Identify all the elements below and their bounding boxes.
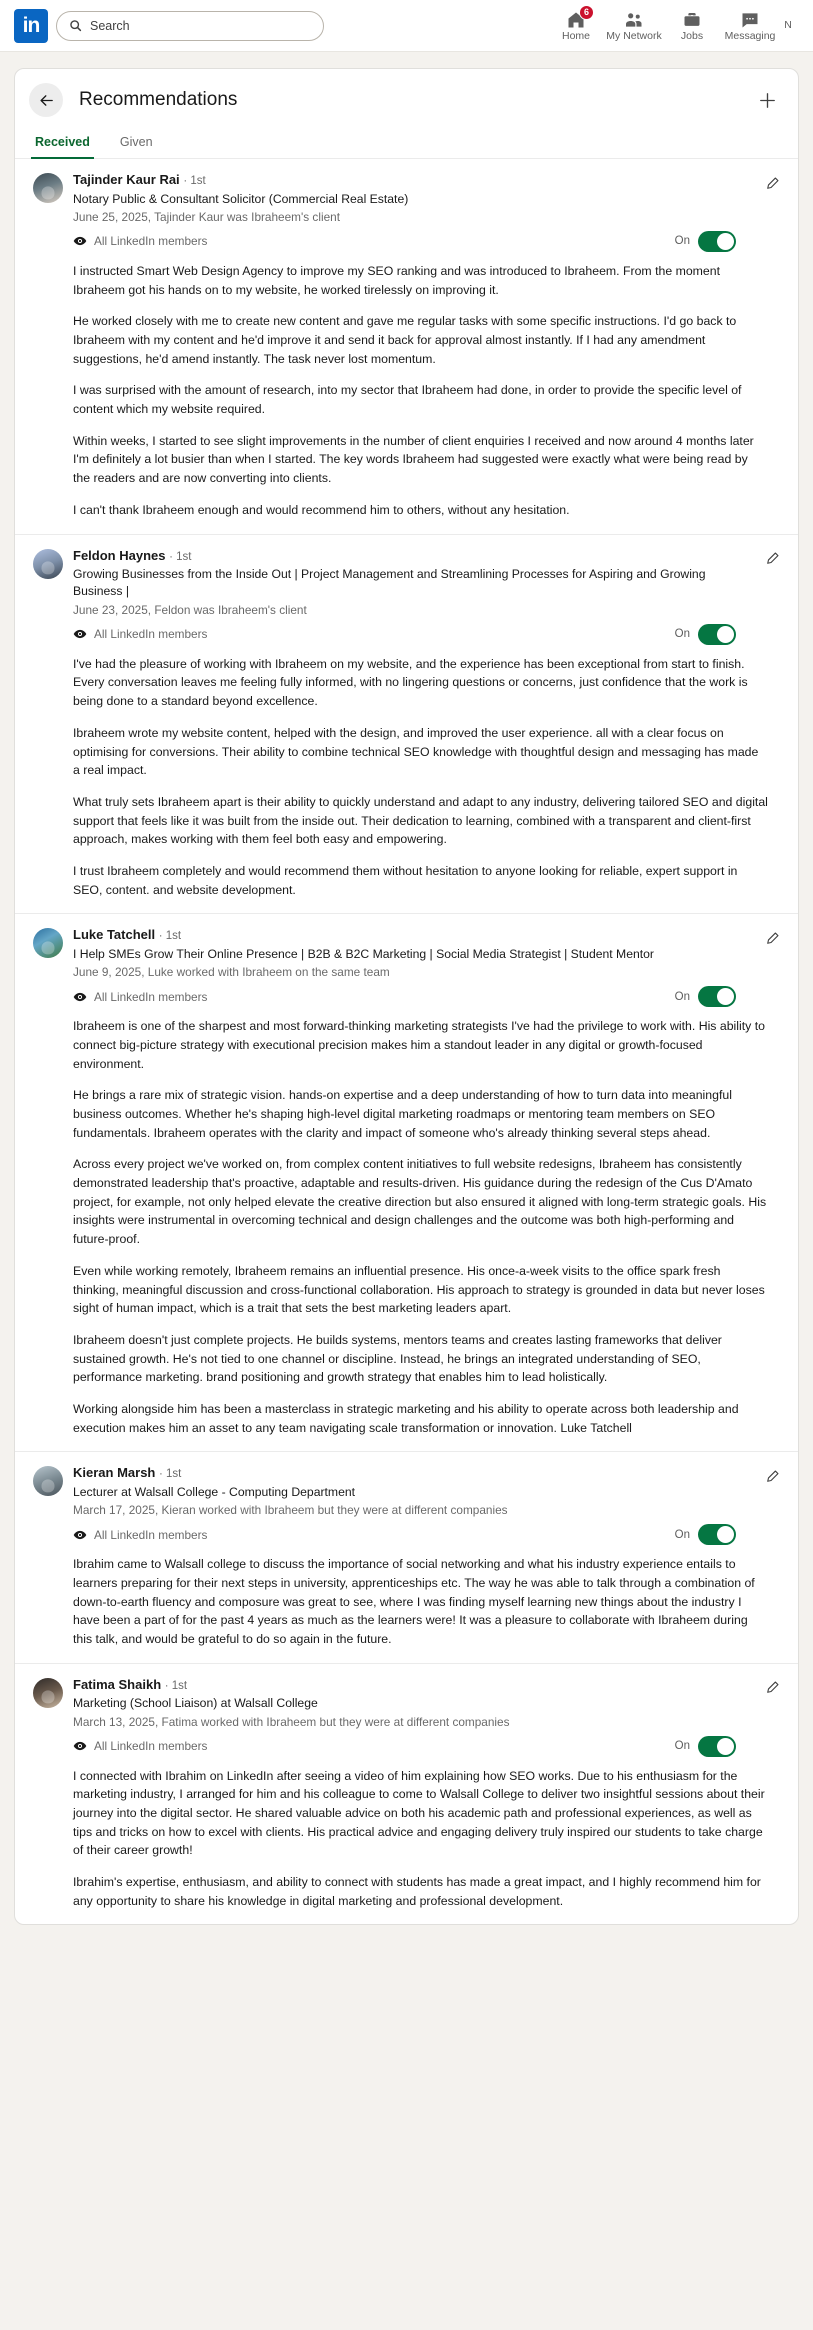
pencil-icon — [765, 1469, 780, 1484]
avatar-tajinder-kaur-rai[interactable] — [33, 173, 63, 203]
recommendation-paragraph-3: What truly sets Ibraheem apart is their ability to quickly understand and adapt to any industry, delivering tailored SEO and digital support that feels like it was built from the inside out. Their dedication to learning, combined with a transparent and client-first approach, makes working with them feel both easy and empowering. — [73, 794, 768, 847]
search-input[interactable] — [56, 11, 324, 41]
eye-icon — [73, 627, 87, 641]
recommendation-date-relationship: March 13, 2025, Fatima worked with Ibraheem but they were at different companies — [73, 1714, 510, 1729]
recommendation-paragraph-6: Working alongside him has been a masterclass in strategic marketing and his ability to operate across both leadership and execution makes him an asset to any team navigating scale transformation or innovation. Luke Tatchell — [73, 1401, 739, 1435]
recommender-details — [73, 547, 780, 645]
recommendation-paragraph-1: Ibraheem is one of the sharpest and most forward-thinking marketing strategists I've had the privilege to work with. His ability to connect big-picture strategy with executional precision makes him a standout leader in any digital or growth-focused environment. — [73, 1019, 765, 1071]
toggle-state-label: On — [674, 235, 690, 248]
recommendation-paragraph-4: Even while working remotely, Ibraheem remains an influential presence. His once-a-week visits to the office spark fresh thinking, meaningful discussion and cross-functional collaboration. His approach to strategy is grounded in data but never loses sight of human impact, which is a trait that sets the best marketing leaders apart. — [73, 1263, 765, 1316]
nav-item-my-network[interactable] — [605, 0, 663, 52]
visibility-row — [73, 986, 736, 1007]
recommendation-text — [33, 262, 780, 520]
edit-recommendation-button[interactable] — [760, 1464, 784, 1488]
recommender-details — [73, 926, 780, 1007]
connection-degree: · 1st — [158, 930, 182, 943]
recommender-details — [73, 1676, 780, 1757]
page-container — [0, 52, 813, 1925]
pencil-icon — [765, 551, 780, 566]
add-recommendation-button[interactable] — [752, 85, 782, 115]
back-button[interactable] — [29, 83, 63, 117]
nav-label-home: Home — [561, 29, 590, 42]
recommendations-list — [15, 159, 798, 1924]
toggle-state-label: On — [674, 1528, 690, 1541]
pencil-icon — [765, 176, 780, 191]
avatar-luke-tatchell[interactable] — [33, 928, 63, 958]
recommendation-date-relationship: June 23, 2025, Feldon was Ibraheem's client — [73, 602, 307, 617]
recommendation-paragraph-1: I connected with Ibrahim on LinkedIn after seeing a video of him explaining how SEO works. Due to his enthusiasm for the marketing industry, I arranged for him and his colleague to come to Walsall College to deliver two insightful sessions about their journey into the digital sector. He shared valuable advice on both his academic path and professional experiences, as well as tips and tricks on how to excel with clients. His practical advice and engaging delivery truly inspired our students to take charge of their career growth! — [73, 1768, 765, 1858]
nav-label-my-network: My Network — [606, 29, 662, 42]
tab-received[interactable]: Received — [33, 127, 92, 158]
recommendation-text — [33, 655, 780, 900]
plus-icon — [758, 91, 777, 110]
nav-item-home[interactable] — [547, 0, 605, 52]
visibility-row — [73, 1524, 736, 1545]
recommender-name-text: Luke Tatchell — [73, 927, 156, 943]
recommendation-paragraph-5: Ibraheem doesn't just complete projects. He builds systems, mentors teams and creates lasting frameworks that deliver sustained growth. He's not tied to one channel or discipline. Instead, he brings an integrated understanding of SEO, performance marketing. brand positioning and growth strategy that enables him to lead holistically. — [73, 1332, 722, 1385]
visibility-toggle[interactable] — [675, 231, 736, 252]
toggle-knob — [717, 1738, 734, 1755]
toggle-state-label: On — [674, 990, 690, 1003]
page-title: Recommendations — [79, 89, 238, 110]
toggle-knob — [717, 626, 734, 643]
visibility-toggle[interactable] — [675, 624, 736, 645]
edit-recommendation-button[interactable] — [760, 171, 784, 195]
visibility-label: All LinkedIn members — [94, 234, 208, 249]
toggle-track[interactable] — [698, 1736, 736, 1757]
nav-label-notifications: N — [784, 19, 792, 32]
recommender-name[interactable] — [73, 547, 736, 566]
recommendation-paragraph-1: I've had the pleasure of working with Ibraheem on my website, and the experience has been exceptional from start to finish. Every conversation leaves me feeling fully informed, with no lingering questions or concerns, just confidence that the work is being done to a standard beyond excellence. — [73, 656, 748, 709]
recommender-headline: Growing Businesses from the Inside Out | Project Management and Streamlining Processes for Aspiring and Growing Business | — [73, 567, 706, 599]
edit-recommendation-button[interactable] — [760, 1676, 784, 1700]
recommender-details — [73, 1464, 780, 1545]
nav-item-messaging[interactable] — [721, 0, 779, 52]
avatar-feldon-haynes[interactable] — [33, 549, 63, 579]
avatar-kieran-marsh[interactable] — [33, 1466, 63, 1496]
recommender-headline: Marketing (School Liaison) at Walsall College — [73, 1696, 318, 1711]
recommendation-text — [33, 1017, 780, 1437]
edit-recommendation-button[interactable] — [760, 926, 784, 950]
messaging-icon — [740, 10, 760, 30]
toggle-track[interactable] — [698, 1524, 736, 1545]
recommendation-paragraph-5: I can't thank Ibraheem enough and would recommend him to others, without any hesitation. — [73, 502, 570, 517]
recommendation-item-3 — [15, 914, 798, 1452]
recommendation-header — [33, 926, 780, 1007]
eye-icon — [73, 1739, 87, 1753]
connection-degree: · 1st — [159, 1468, 182, 1481]
nav-label-messaging: Messaging — [724, 29, 776, 42]
recommender-name[interactable] — [73, 926, 736, 945]
toggle-track[interactable] — [698, 986, 736, 1007]
recommendation-paragraph-4: I trust Ibraheem completely and would recommend them without hesitation to anyone looking for reliable, expert support in SEO, content. and website development. — [73, 863, 738, 897]
eye-icon — [73, 990, 87, 1004]
search-placeholder-text: Search — [90, 18, 130, 33]
recommendation-paragraph-3: I was surprised with the amount of research, into my sector that Ibraheem had done, in order to provide the specific level of content which my website required. — [73, 383, 742, 417]
visibility-label: All LinkedIn members — [94, 1739, 208, 1754]
visibility-row — [73, 624, 736, 645]
recommendation-header — [33, 1676, 780, 1757]
recommendation-paragraph-2: He brings a rare mix of strategic vision. hands-on expertise and a deep understanding of how to turn data into meaningful business outcomes. Whether he's shaping high-level digital marketing roadmaps or mentoring team members on SEO fundamentals. Ibraheem operates with the clarity and impact of someone who's already thinking several steps ahead. — [73, 1088, 732, 1140]
recommendation-header — [33, 1464, 780, 1545]
recommendation-paragraph-1: Ibrahim came to Walsall college to discuss the importance of social networking and what his industry experience entails to learners preparing for their next steps in university, apprenticeships etc. The way he was able to talk through a combination of down-to-earth fluency and composure was great to see, where I was finding myself learning new things about the industry I have been a part of for the past 4 years as much as the learners were! It was a pleasure to collaborate with Ibraheem during this talk, and would be grateful to do so again in the future. — [73, 1557, 755, 1647]
recommender-name[interactable] — [73, 1676, 736, 1695]
recommender-name-text: Kieran Marsh — [73, 1465, 156, 1481]
eye-icon — [73, 1528, 87, 1542]
pencil-icon — [765, 1680, 780, 1695]
connection-degree: · 1st — [183, 175, 206, 187]
toggle-state-label: On — [674, 628, 690, 641]
global-navigation-bar — [0, 0, 813, 52]
visibility-label: All LinkedIn members — [94, 627, 208, 642]
recommender-headline: Notary Public & Consultant Solicitor (Commercial Real Estate) — [73, 191, 409, 206]
linkedin-logo-icon[interactable]: in — [14, 9, 48, 43]
toggle-state-label: On — [674, 1740, 690, 1753]
edit-recommendation-button[interactable] — [760, 547, 784, 571]
search-icon — [69, 19, 82, 32]
visibility-label: All LinkedIn members — [94, 989, 208, 1004]
recommender-details — [73, 171, 780, 252]
recommendation-item-5 — [15, 1664, 798, 1925]
recommendation-text — [33, 1767, 780, 1911]
back-arrow-icon — [38, 92, 55, 109]
recommender-name[interactable] — [73, 171, 736, 190]
jobs-icon — [682, 10, 702, 30]
visibility-toggle[interactable] — [675, 986, 736, 1007]
toggle-knob — [717, 988, 734, 1005]
recommendation-header — [33, 547, 780, 645]
recommendation-date-relationship: March 17, 2025, Kieran worked with Ibraheem but they were at different companies — [73, 1503, 508, 1518]
toggle-track[interactable] — [698, 624, 736, 645]
recommendation-paragraph-4: Within weeks, I started to see slight improvements in the number of client enquiries I received and now around 4 months later I'm definitely a lot busier than when I started. The key words Ibraheem had suggested were exactly what were being read by the readers and are now converting into clients. — [73, 433, 754, 486]
recommendations-card — [14, 68, 799, 1925]
avatar-fatima-shaikh[interactable] — [33, 1678, 63, 1708]
visibility-toggle[interactable] — [675, 1736, 736, 1757]
toggle-knob — [717, 233, 734, 250]
recommendation-header — [33, 171, 780, 252]
home-notification-badge: 6 — [579, 5, 594, 20]
nav-label-jobs: Jobs — [680, 29, 704, 42]
recommender-headline: Lecturer at Walsall College - Computing Department — [73, 1484, 356, 1499]
recommendation-item-1 — [15, 159, 798, 535]
eye-icon — [73, 234, 87, 248]
recommender-name-text: Fatima Shaikh — [73, 1676, 162, 1692]
nav-item-notifications[interactable] — [779, 0, 797, 52]
connection-degree: · 1st — [169, 550, 192, 563]
recommendation-paragraph-2: Ibrahim's expertise, enthusiasm, and ability to connect with students has made a great impact, and I highly recommend him for any opportunity to share his knowledge in digital marketing and professional development. — [73, 1875, 761, 1908]
toggle-knob — [717, 1526, 734, 1543]
recommendation-item-4 — [15, 1452, 798, 1663]
recommendations-tabs — [15, 127, 798, 159]
recommendation-date-relationship: June 25, 2025, Tajinder Kaur was Ibraheem's client — [73, 209, 340, 224]
nav-item-jobs[interactable] — [663, 0, 721, 52]
network-icon — [624, 10, 644, 30]
recommender-name[interactable] — [73, 1464, 736, 1483]
card-header — [15, 69, 798, 127]
connection-degree: · 1st — [164, 1679, 188, 1692]
recommendation-paragraph-2: Ibraheem wrote my website content, helped with the design, and improved the user experience. all with a clear focus on optimising for conversions. Their ability to combine technical SEO knowledge with thoughtful design and messaging has made a real impact. — [73, 725, 759, 778]
visibility-row — [73, 1736, 736, 1757]
recommendation-date-relationship: June 9, 2025, Luke worked with Ibraheem on the same team — [73, 965, 390, 980]
recommendation-paragraph-1: I instructed Smart Web Design Agency to improve my SEO ranking and was introduced to Ibraheem. From the moment Ibraheem got his hands on to my website, he worked tirelessly on improving it. — [73, 263, 721, 297]
visibility-toggle[interactable] — [675, 1524, 736, 1545]
recommender-name-text: Feldon Haynes — [73, 547, 166, 563]
recommendation-paragraph-2: He worked closely with me to create new content and gave me regular tasks with some specific instructions. I'd go back to Ibraheem with my content and he'd improve it and send it back for approval almost instantly. If I had any amendment suggestions, he'd amend instantly. The task never lost momentum. — [73, 314, 737, 366]
pencil-icon — [765, 931, 780, 946]
recommendation-item-2 — [15, 535, 798, 915]
recommender-name-text: Tajinder Kaur Rai — [73, 172, 180, 187]
recommendation-text — [33, 1555, 780, 1648]
recommender-headline: I Help SMEs Grow Their Online Presence | B2B & B2C Marketing | Social Media Strategist | Student Mentor — [73, 946, 654, 961]
recommendation-paragraph-3: Across every project we've worked on, from complex content initiatives to full website redesigns, Ibraheem has consistently demonstrated leadership that's proactive, adaptable and results-driven. His guidance during the redesign of the Cus D'Amato project, for example, not only helped elevate the creative direction but also ensured it aligned with long-term strategic goals. His insights were instrumental in overcoming technical and design challenges and the outcome was both high-performing and future-proof. — [73, 1157, 767, 1247]
nav-items-group — [547, 0, 799, 51]
visibility-row — [73, 231, 736, 252]
toggle-track[interactable] — [698, 231, 736, 252]
tab-given[interactable]: Given — [119, 135, 153, 149]
visibility-label: All LinkedIn members — [94, 1527, 208, 1542]
